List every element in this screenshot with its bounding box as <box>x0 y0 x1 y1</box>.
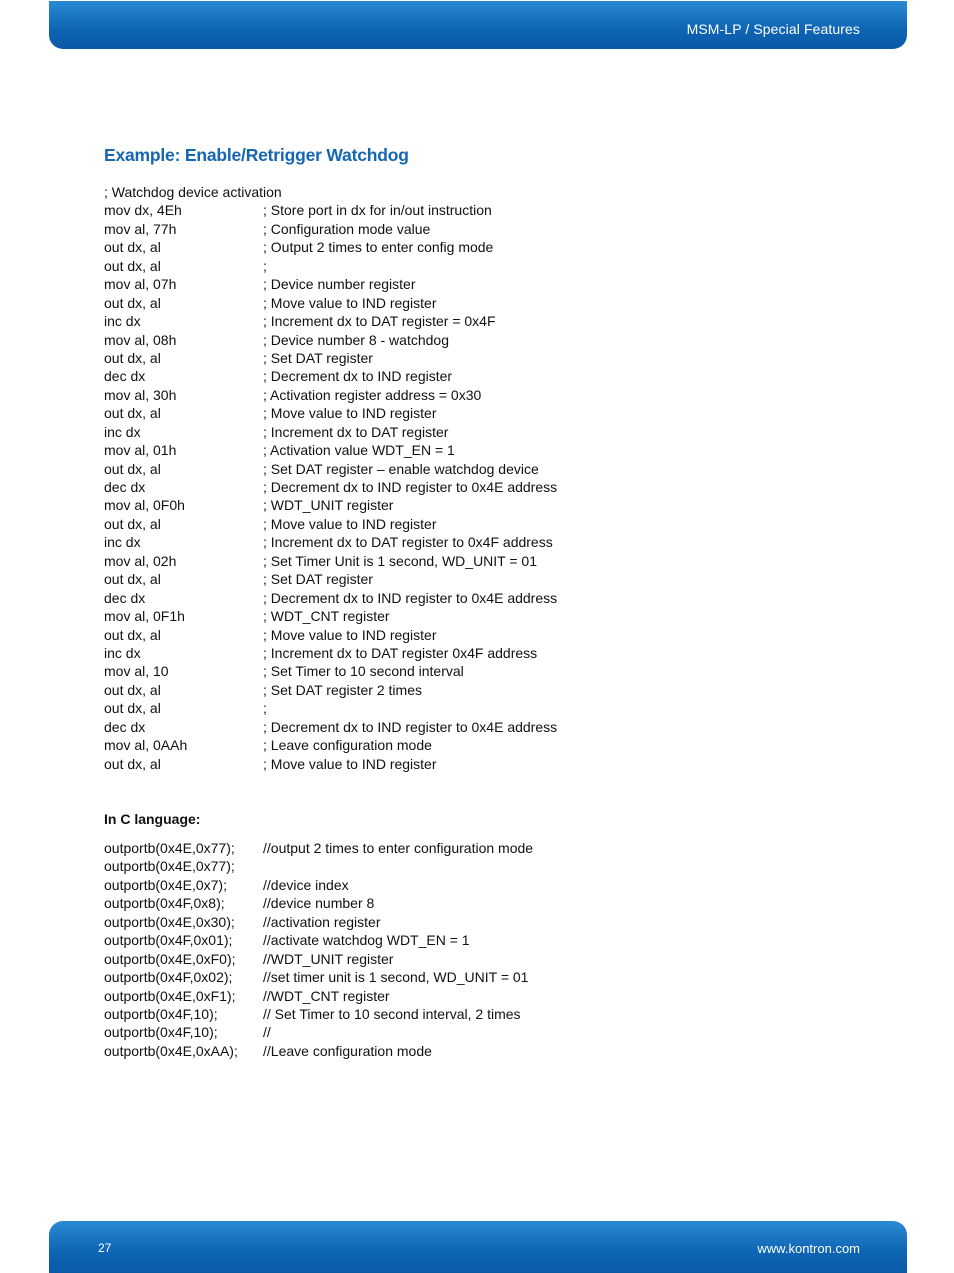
assembly-line <box>104 515 557 533</box>
c-code-instruction: outportb(0x4E,0x30); <box>104 913 235 930</box>
assembly-comment: ; Decrement dx to IND register to 0x4E address <box>263 589 558 606</box>
assembly-comment: ; WDT_UNIT register <box>263 497 394 514</box>
assembly-comment: ; WDT_CNT register <box>263 608 390 625</box>
assembly-comment: ; Activation value WDT_EN = 1 <box>263 442 455 459</box>
c-code-comment: // Set Timer to 10 second interval, 2 times <box>263 1005 521 1022</box>
assembly-line <box>104 533 557 551</box>
c-code-line <box>104 894 533 912</box>
header-bar <box>49 1 907 49</box>
assembly-comment: ; Move value to IND register <box>263 405 437 422</box>
assembly-comment: ; Set Timer to 10 second interval <box>263 663 464 680</box>
assembly-line <box>104 626 557 644</box>
c-code-line <box>104 857 533 875</box>
assembly-instruction: out dx, al <box>104 349 161 366</box>
c-code-instruction: outportb(0x4E,0xAA); <box>104 1042 238 1059</box>
assembly-comment: ; Move value to IND register <box>263 626 437 643</box>
assembly-line <box>104 220 557 238</box>
assembly-instruction: mov al, 07h <box>104 276 177 293</box>
assembly-line <box>104 441 557 459</box>
assembly-line <box>104 589 557 607</box>
footer-url: www.kontron.com <box>757 1241 860 1256</box>
assembly-line <box>104 367 557 385</box>
assembly-instruction: dec dx <box>104 589 146 606</box>
assembly-line <box>104 294 557 312</box>
c-code-line <box>104 839 533 857</box>
c-code-line <box>104 1042 533 1060</box>
c-code-line <box>104 968 533 986</box>
c-code-line <box>104 931 533 949</box>
assembly-line <box>104 423 557 441</box>
c-code-comment: //device number 8 <box>263 895 375 912</box>
assembly-intro-comment: ; Watchdog device activation <box>104 184 282 200</box>
c-code-line <box>104 950 533 968</box>
assembly-comment: ; Decrement dx to IND register to 0x4E address <box>263 479 558 495</box>
assembly-instruction: out dx, al <box>104 294 161 311</box>
assembly-instruction: mov al, 01h <box>104 442 177 459</box>
assembly-comment: ; Set DAT register <box>263 571 373 588</box>
assembly-instruction: mov al, 02h <box>104 552 177 569</box>
assembly-comment: ; Move value to IND register <box>263 515 437 532</box>
assembly-instruction: out dx, al <box>104 239 161 256</box>
assembly-comment: ; Move value to IND register <box>263 755 437 772</box>
assembly-instruction: out dx, al <box>104 515 161 532</box>
c-code-comment: //WDT_CNT register <box>263 987 390 1004</box>
assembly-line <box>104 275 557 293</box>
assembly-instruction: mov dx, 4Eh <box>104 202 182 219</box>
assembly-instruction: mov al, 08h <box>104 331 177 348</box>
assembly-instruction: inc dx <box>104 423 141 440</box>
assembly-instruction: mov al, 10 <box>104 663 169 680</box>
assembly-instruction: mov al, 0F0h <box>104 497 185 514</box>
c-code-block <box>104 839 533 1060</box>
c-code-comment: // <box>263 1024 271 1041</box>
assembly-instruction: out dx, al <box>104 571 161 588</box>
c-code-comment: //set timer unit is 1 second, WD_UNIT = 01 <box>263 969 529 986</box>
assembly-instruction: mov al, 30h <box>104 386 177 403</box>
assembly-instruction: out dx, al <box>104 460 161 477</box>
assembly-comment: ; Increment dx to DAT register to 0x4F address <box>263 534 553 551</box>
assembly-instruction: out dx, al <box>104 257 161 274</box>
assembly-instruction: out dx, al <box>104 700 161 717</box>
section-heading: Example: Enable/Retrigger Watchdog <box>104 145 409 165</box>
assembly-comment: ; Decrement dx to IND register <box>263 368 453 385</box>
assembly-line <box>104 699 557 717</box>
assembly-comment: ; Set DAT register 2 times <box>263 681 422 698</box>
assembly-comment: ; Set DAT register – enable watchdog device <box>263 460 539 477</box>
assembly-comment: ; Increment dx to DAT register = 0x4F <box>263 313 496 330</box>
assembly-instruction: out dx, al <box>104 626 161 643</box>
c-code-comment: //WDT_UNIT register <box>263 950 394 967</box>
assembly-comment: ; Increment dx to DAT register 0x4F address <box>263 644 538 661</box>
assembly-line <box>104 681 557 699</box>
assembly-line <box>104 552 557 570</box>
assembly-comment: ; Move value to IND register <box>263 294 437 311</box>
assembly-comment: ; Device number 8 - watchdog <box>263 331 449 348</box>
c-code-instruction: outportb(0x4F,10); <box>104 1024 218 1041</box>
c-code-comment: //Leave configuration mode <box>263 1042 432 1059</box>
assembly-instruction: out dx, al <box>104 681 161 698</box>
assembly-comment: ; Increment dx to DAT register <box>263 423 449 440</box>
assembly-line <box>104 755 557 773</box>
assembly-line <box>104 662 557 680</box>
c-code-instruction: outportb(0x4F,0x8); <box>104 895 225 912</box>
assembly-instruction: mov al, 0AAh <box>104 737 188 754</box>
c-code-instruction: outportb(0x4F,0x02); <box>104 969 233 986</box>
assembly-line <box>104 331 557 349</box>
assembly-line <box>104 570 557 588</box>
assembly-instruction: dec dx <box>104 368 146 385</box>
c-code-instruction: outportb(0x4E,0xF1); <box>104 987 236 1004</box>
assembly-line <box>104 349 557 367</box>
assembly-comment: ; Set DAT register <box>263 349 373 366</box>
assembly-line <box>104 496 557 514</box>
assembly-line <box>104 257 557 275</box>
c-code-instruction: outportb(0x4E,0x77); <box>104 858 235 875</box>
assembly-instruction: mov al, 0F1h <box>104 608 185 625</box>
assembly-instruction: out dx, al <box>104 405 161 422</box>
assembly-comment: ; Configuration mode value <box>263 220 431 237</box>
assembly-line <box>104 478 557 496</box>
assembly-line <box>104 201 557 219</box>
c-language-heading: In C language: <box>104 811 201 827</box>
assembly-line <box>104 460 557 478</box>
assembly-instruction: mov al, 77h <box>104 220 177 237</box>
assembly-line <box>104 386 557 404</box>
assembly-line <box>104 238 557 256</box>
assembly-instruction: inc dx <box>104 313 141 330</box>
assembly-comment: ; Activation register address = 0x30 <box>263 386 482 403</box>
assembly-line <box>104 736 557 754</box>
assembly-comment: ; Device number register <box>263 276 416 293</box>
c-code-comment: //device index <box>263 876 349 893</box>
c-code-instruction: outportb(0x4E,0xF0); <box>104 950 236 967</box>
assembly-instruction: dec dx <box>104 479 146 495</box>
assembly-line <box>104 607 557 625</box>
c-code-line <box>104 987 533 1005</box>
assembly-comment: ; <box>263 700 267 717</box>
assembly-line <box>104 312 557 330</box>
header-title: MSM-LP / Special Features <box>686 21 860 37</box>
assembly-comment: ; <box>263 257 267 274</box>
assembly-line <box>104 404 557 422</box>
assembly-line <box>104 718 557 736</box>
c-code-line <box>104 876 533 894</box>
c-code-instruction: outportb(0x4E,0x77); <box>104 840 235 856</box>
c-code-instruction: outportb(0x4E,0x7); <box>104 876 227 893</box>
assembly-comment: ; Output 2 times to enter config mode <box>263 239 494 256</box>
page-number: 27 <box>98 1241 112 1255</box>
assembly-comment: ; Leave configuration mode <box>263 737 432 754</box>
assembly-instruction: dec dx <box>104 718 146 735</box>
assembly-line <box>104 644 557 662</box>
assembly-comment: ; Decrement dx to IND register to 0x4E address <box>263 718 558 735</box>
assembly-comment: ; Set Timer Unit is 1 second, WD_UNIT = 01 <box>263 552 538 569</box>
c-code-line <box>104 1023 533 1041</box>
c-code-line <box>104 1005 533 1023</box>
footer-bar <box>49 1221 907 1273</box>
c-code-line <box>104 913 533 931</box>
assembly-comment: ; Store port in dx for in/out instruction <box>263 202 492 219</box>
c-code-comment: //activation register <box>263 913 381 930</box>
assembly-instruction: inc dx <box>104 644 141 661</box>
assembly-instruction: inc dx <box>104 534 141 551</box>
assembly-code-block <box>104 183 557 773</box>
assembly-instruction: out dx, al <box>104 755 161 772</box>
c-code-instruction: outportb(0x4F,10); <box>104 1005 218 1022</box>
c-code-comment: //output 2 times to enter configuration mode <box>263 840 534 856</box>
c-code-instruction: outportb(0x4F,0x01); <box>104 932 233 949</box>
c-code-comment: //activate watchdog WDT_EN = 1 <box>263 932 470 949</box>
